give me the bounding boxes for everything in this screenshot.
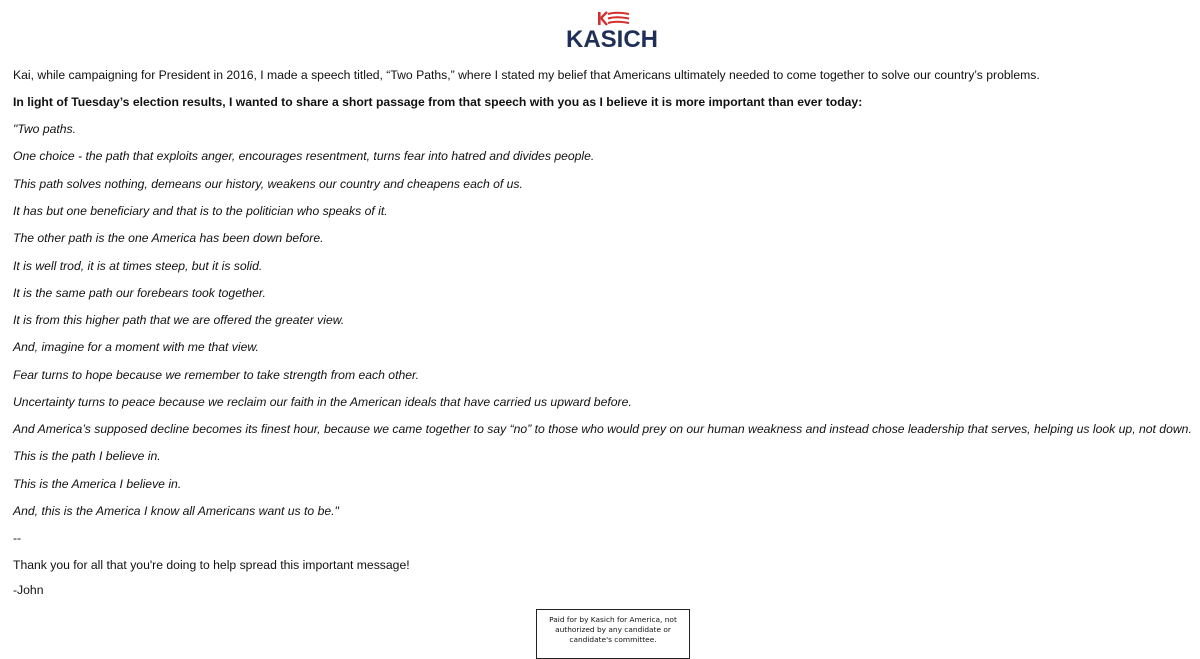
intro-paragraph: Kai, while campaigning for President in 2016, I made a speech titled, “Two Paths,” where I stated my belief that Americans ultimately needed to come together to solve our country’s problems. [13, 68, 1040, 82]
quote-line: It is from this higher path that we are offered the greater view. [13, 313, 345, 327]
quote-line: It is the same path our forebears took together. [13, 286, 266, 300]
quote-line: The other path is the one America has been down before. [13, 231, 324, 245]
quote-line: This path solves nothing, demeans our history, weakens our country and cheapens each of us. [13, 177, 523, 191]
quote-line: And, imagine for a moment with me that view. [13, 340, 259, 354]
logo-wordmark: KASICH [566, 26, 659, 53]
quote-line: "Two paths. [13, 122, 77, 136]
quote-line: And, this is the America I know all Americans want us to be." [13, 504, 339, 518]
paid-for-disclaimer [536, 609, 690, 659]
disclaimer-line: candidate's committee. [569, 635, 657, 644]
quote-line: One choice - the path that exploits anger, encourages resentment, turns fear into hatred and divides people. [13, 149, 595, 163]
bold-lead-paragraph: In light of Tuesday’s election results, I wanted to share a short passage from that speech with you as I believe it is more important than ever today: [13, 95, 863, 109]
quote-line: This is the America I believe in. [13, 477, 182, 491]
quote-line: Uncertainty turns to peace because we reclaim our faith in the American ideals that have carried us upward before. [13, 395, 632, 409]
quote-line: This is the path I believe in. [13, 449, 161, 463]
disclaimer-line: authorized by any candidate or [555, 625, 671, 634]
quote-line: It is well trod, it is at times steep, but it is solid. [13, 259, 263, 273]
quote-line: Fear turns to hope because we remember to take strength from each other. [13, 368, 420, 382]
kasich-k-stripes-icon [596, 11, 630, 27]
disclaimer-line: Paid for by Kasich for America, not [549, 615, 677, 624]
separator: -- [13, 531, 22, 545]
kasich-logo [566, 8, 666, 56]
thanks-line: Thank you for all that you're doing to help spread this important message! [13, 558, 410, 572]
quote-line: It has but one beneficiary and that is to the politician who speaks of it. [13, 204, 388, 218]
quote-line: And America’s supposed decline becomes its finest hour, because we came together to say “no” to those who would prey on our human weakness and instead chose leadership that serves, helping us look up, not down. [13, 422, 1192, 436]
signature: -John [13, 583, 44, 597]
